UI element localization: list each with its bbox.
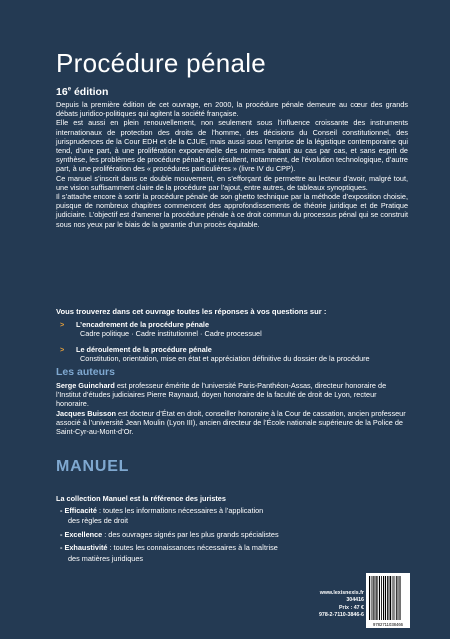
authors-heading: Les auteurs (56, 366, 115, 378)
barcode-bar (383, 576, 384, 620)
collection-item: - Excellence : des ouvrages signés par les plus grands spécialistes (60, 529, 279, 539)
barcode-bar (398, 576, 399, 620)
barcode-bar (379, 576, 380, 620)
author-bio (56, 409, 408, 437)
barcode-bar (375, 576, 376, 620)
question-title: L’encadrement de la procédure pénale (76, 320, 210, 329)
question-title: Le déroulement de la procédure pénale (76, 344, 212, 354)
author-text: est professeur émérite de l’université Paris-Panthéon-Assas, directeur honoraire de l’Institut d’études judiciaires Pierre Raynaud, doyen honoraire de la faculté de droit de Lyon, recteur honoraire. (56, 381, 387, 409)
author-bio (56, 381, 408, 409)
publisher-info (278, 590, 364, 620)
barcode-bar (393, 576, 394, 620)
collection-label: Efficacité (64, 506, 97, 515)
barcode-bar (369, 576, 370, 620)
questions-list (60, 320, 405, 370)
barcode-bar (400, 576, 401, 620)
barcode-bar (376, 576, 377, 620)
product-code: 304416 (346, 597, 364, 604)
author-name: Serge Guinchard (56, 381, 115, 390)
questions-heading: Vous trouverez dans cet ouvrage toutes les réponses à vos questions sur : (56, 307, 327, 316)
barcode-bar (395, 576, 396, 620)
barcode-image (366, 573, 410, 628)
blurb-paragraph: Elle est aussi en plein renouvellement, non seulement sous l’influence croissante des instruments internationaux de protection des droits de l’homme, des décisions du Conseil constitutionnel, des jurisprudences de la Cour EDH et de la CJUE, mais aussi sous l’emprise de la légistique contemporaine qui tend, d’une part, à une prolifération exponentielle des normes traitant au cas par cas, et sans esprit de synthèse, les problèmes de procédure pénale qui résultent, notamment, de l’évolution technologique, d’autre part, à une prolifération des « procédures particulières » (livre IV du CPP). (56, 118, 408, 174)
isbn: 978-2-7110-3846-6 (318, 612, 364, 619)
authors-section (56, 381, 408, 436)
arrow-icon: > (60, 320, 65, 329)
arrow-icon: > (60, 344, 65, 354)
collection-item: - Exhaustivité : toutes les connaissances nécessaires à la maîtrise des matières juridiques (60, 543, 278, 563)
barcode-bar (390, 576, 391, 620)
barcode-bar (389, 576, 390, 620)
edition-label: 16e édition (56, 86, 109, 98)
question-subtitle: Cadre politique · Cadre institutionnel · Cadre processuel (80, 329, 262, 339)
collection-label: Excellence (64, 529, 103, 539)
author-name: Jacques Buisson (56, 408, 117, 418)
barcode-bar (371, 576, 372, 620)
question-subtitle: Constitution, orientation, mise en état et appréciation définitive du dossier de la procédure (80, 354, 370, 364)
description-text (56, 100, 408, 229)
blurb-paragraph: Depuis la première édition de cet ouvrage, en 2000, la procédure pénale demeure au cœur des grands débats juridico-politiques qui agitent la société française. (56, 100, 408, 119)
barcode-bar (392, 576, 393, 620)
collection-logo: MANUEL (56, 458, 130, 475)
question-item (60, 345, 405, 364)
blurb-paragraph: Il s’attache encore à sortir la procédure pénale de son ghetto technique par la méthode d’exposition choisie, puisque de nombreux chapitres commencent des approfondissements de théorie juridique et de Pratique judiciaire. L’objectif est d’amener la procédure pénale à ce droit commun du processus pénal qui se construit sous nos yeux par le biais de la garantie d’un procès équitable. (56, 192, 408, 229)
collection-list (60, 506, 405, 567)
book-title: Procédure pénale (56, 48, 267, 78)
barcode-bar (399, 576, 400, 620)
question-item (60, 320, 405, 339)
blurb-paragraph: Ce manuel s’inscrit dans ce double mouvement, en s’efforçant de permettre au lecteur d’avoir, malgré tout, une vision suffisamment claire de la procédure par l’ajout, entre autres, de tableaux synoptiques. (56, 173, 408, 192)
barcode-bar (377, 576, 378, 620)
author-text: est docteur d’État en droit, conseiller honoraire à la Cour de cassation, ancien professeur associé à l’université Jean Moulin (Lyon III), ancien directeur de l’École nationale supérieure de la Police de Saint-Cyr-au-Mont-d’Or. (56, 408, 406, 437)
barcode-bar (387, 576, 388, 620)
barcode-bar (396, 576, 397, 620)
collection-label: Exhaustivité (64, 543, 108, 553)
barcode-bar (385, 576, 386, 620)
publisher-url: www.lexisnexis.fr (319, 590, 364, 596)
barcode-digits: 9782711038466 (373, 622, 403, 627)
barcode-bar (381, 576, 382, 620)
price: Prix : 47 € (338, 604, 364, 611)
collection-item: - Efficacité : toutes les informations nécessaires à l’application des règles de droit (60, 506, 264, 526)
collection-heading: La collection Manuel est la référence des juristes (56, 494, 226, 503)
barcode-bar (373, 576, 374, 620)
barcode (366, 573, 410, 628)
